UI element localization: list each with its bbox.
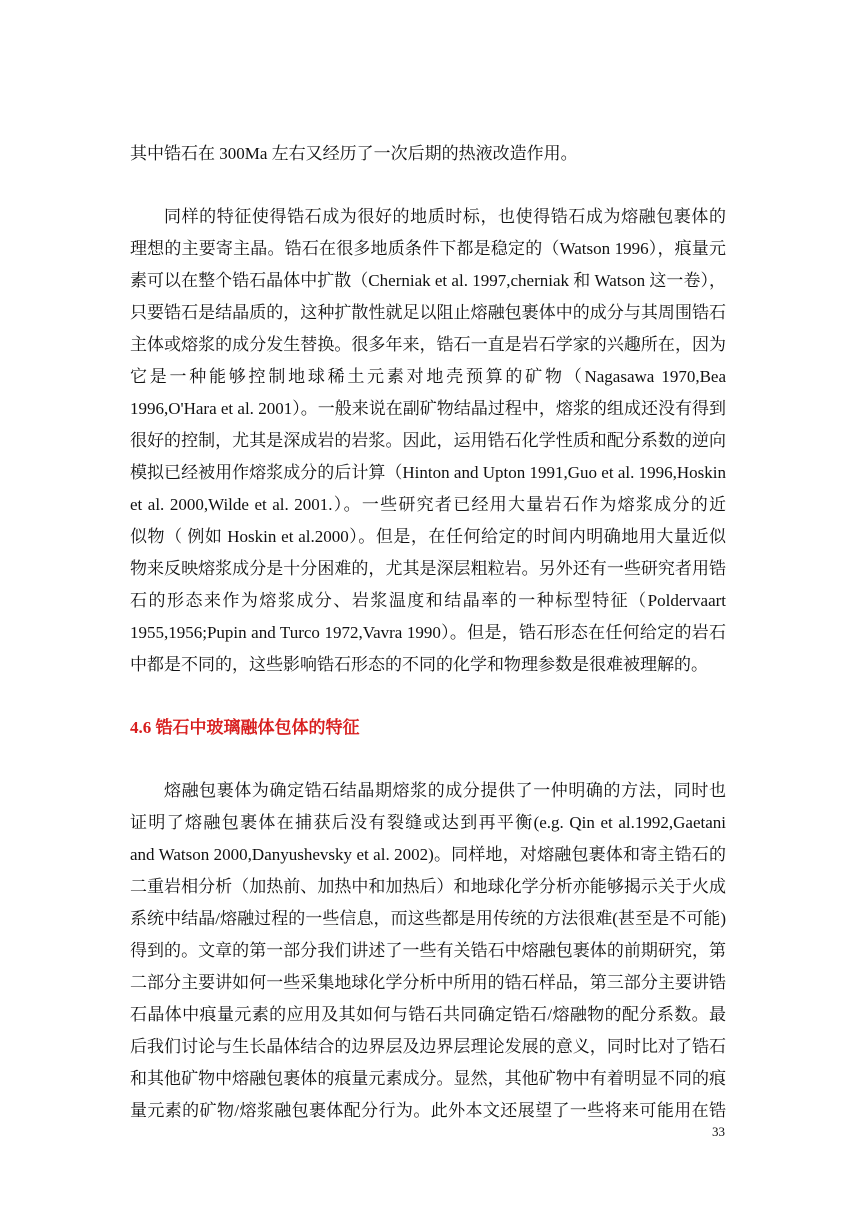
text-line: 物来反映熔浆成分是十分困难的，尤其是深层粗粒岩。另外还有一些研究者用锆 — [130, 559, 726, 578]
text-line: 1955,1956;Pupin and Turco 1972,Vavra 1990）。但是，锆石形态在任何给定的岩石 — [130, 623, 726, 642]
text-line: 石的形态来作为熔浆成分、岩浆温度和结晶率的一种标型特征（Poldervaart — [130, 591, 726, 610]
text-line: 似物（ 例如 Hoskin et al.2000）。但是，在任何给定的时间内明确地用大量近似 — [130, 527, 726, 546]
paragraph-continuation — [130, 138, 726, 170]
text-line: 理想的主要寄主晶。锆石在很多地质条件下都是稳定的（Watson 1996），痕量元 — [130, 239, 726, 258]
text-line: 熔融包裹体为确定锆石结晶期熔浆的成分提供了一仲明确的方法，同时也 — [164, 781, 726, 800]
section-heading: 4.6 锆石中玻璃融体包体的特征 — [130, 718, 360, 737]
text-line: 中都是不同的，这些影响锆石形态的不同的化学和物理参数是很难被理解的。 — [130, 655, 708, 674]
page-number: 33 — [712, 1124, 725, 1139]
text-line: and Watson 2000,Danyushevsky et al. 2002)。同样地，对熔融包裹体和寄主锆石的 — [130, 845, 726, 864]
text-line: et al. 2000,Wilde et al. 2001.）。一些研究者已经用大量岩石作为熔浆成分的近 — [130, 495, 726, 514]
text-line: 后我们讨论与生长晶体结合的边界层及边界层理论发展的意义，同时比对了锆石 — [130, 1037, 726, 1056]
text-line: 二重岩相分析（加热前、加热中和加热后）和地球化学分析亦能够揭示关于火成 — [130, 877, 726, 896]
text-line: 素可以在整个锆石晶体中扩散（Cherniak et al. 1997,cherniak 和 Watson 这一卷）， — [130, 271, 726, 290]
paragraph-zircon-features — [130, 201, 726, 681]
text-line: 只要锆石是结晶质的，这种扩散性就足以阻止熔融包裹体中的成分与其周围锆石 — [130, 303, 726, 322]
document-page — [130, 138, 726, 1127]
text-line: 主体或熔浆的成分发生替换。很多年来，锆石一直是岩石学家的兴趣所在，因为 — [130, 335, 726, 354]
text-line: 模拟已经被用作熔浆成分的后计算（Hinton and Upton 1991,Guo et al. 1996,Hoskin — [130, 463, 726, 482]
text-line: 很好的控制，尤其是深成岩的岩浆。因此，运用锆石化学性质和配分系数的逆向 — [130, 431, 726, 450]
text-line: 石晶体中痕量元素的应用及其如何与锆石共同确定锆石/熔融物的配分系数。最 — [130, 1005, 726, 1024]
text-line: 得到的。文章的第一部分我们讲述了一些有关锆石中熔融包裹体的前期研究，第 — [130, 941, 726, 960]
text-line: 和其他矿物中熔融包裹体的痕量元素成分。显然，其他矿物中有着明显不同的痕 — [130, 1069, 726, 1088]
text-line: 量元素的矿物/熔浆融包裹体配分行为。此外本文还展望了一些将来可能用在锆 — [130, 1101, 726, 1120]
paragraph-melt-inclusions — [130, 775, 726, 1127]
text-line: 它是一种能够控制地球稀土元素对地壳预算的矿物（Nagasawa 1970,Bea — [130, 367, 726, 386]
text-line: 同样的特征使得锆石成为很好的地质时标，也使得锆石成为熔融包裹体的 — [164, 207, 726, 226]
text-line: 证明了熔融包裹体在捕获后没有裂缝或达到再平衡(e.g. Qin et al.1992,Gaetani — [130, 813, 726, 832]
text-line: 其中锆石在 300Ma 左右又经历了一次后期的热液改造作用。 — [130, 144, 578, 163]
text-line: 系统中结晶/熔融过程的一些信息，而这些都是用传统的方法很难(甚至是不可能) — [130, 909, 726, 928]
text-line: 1996,O'Hara et al. 2001）。一般来说在副矿物结晶过程中，熔浆的组成还没有得到 — [130, 399, 726, 418]
text-line: 二部分主要讲如何一些采集地球化学分析中所用的锆石样品，第三部分主要讲锆 — [130, 973, 726, 992]
